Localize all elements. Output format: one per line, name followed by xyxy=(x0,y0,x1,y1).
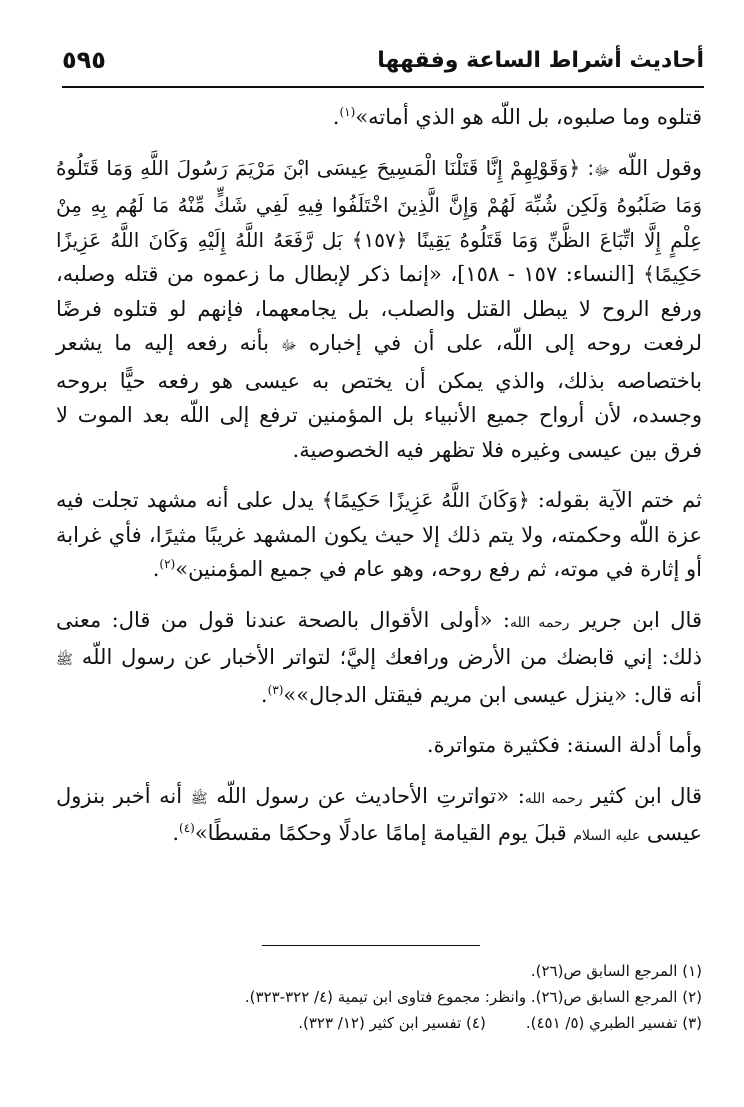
footnotes xyxy=(56,958,702,1036)
honorific-glyph: عليه السلام xyxy=(573,828,641,844)
paragraph-4 xyxy=(56,603,702,713)
paragraph-text: قال ابن كثير xyxy=(591,783,702,808)
paragraph-3 xyxy=(56,483,702,587)
page-header-title: أحاديث أشراط الساعة وفقهها xyxy=(377,48,704,73)
verse-citation: [النساء: ١٥٧ - ١٥٨]، xyxy=(450,262,644,286)
honorific-glyph: ﷻ xyxy=(280,338,297,354)
footnote-ref: (٢) xyxy=(159,557,176,571)
footnote-2: (٢) المرجع السابق ص(٢٦). وانظر: مجموع فتاوى ابن تيمية (٤/ ٣٢٢-٣٢٣). xyxy=(244,988,702,1006)
paragraph-text: . xyxy=(172,821,179,845)
paragraph-text: : «أولى الأقوال بالصحة عندنا قول من قال: معنى ذلك: إني قابضك من الأرض ورافعك إليَّ؛ لتواتر الأخبار عن رسول اللّه xyxy=(56,607,702,669)
footnote-ref: (٤) xyxy=(179,821,195,835)
salawat-glyph: ﷺ xyxy=(190,790,208,807)
paragraph-text: وقول اللّه xyxy=(617,155,702,180)
footnote-divider xyxy=(262,945,480,946)
quran-verse: : ﴿وَقَوْلِهِمْ إِنَّا قَتَلْنَا الْمَسِيحَ عِيسَى ابْنَ مَرْيَمَ رَسُولَ اللَّهِ وَمَا قَتَلُوهُ وَمَا صَلَبُوهُ وَلَكِن شُبِّهَ لَهُمْ وَإِنَّ الَّذِينَ اخْتَلَفُوا فِيهِ لَفِي شَكٍّ مِّنْهُ مَا لَهُم بِهِ مِنْ عِلْمٍ إِلَّا اتِّبَاعَ الظَّنِّ وَمَا قَتَلُوهُ يَقِينًا ﴿١٥٧﴾ بَل رَّفَعَهُ اللَّهُ إِلَيْهِ وَكَانَ اللَّهُ عَزِيزًا حَكِيمًا﴾ xyxy=(56,155,703,286)
paragraph-text: أنه قال: «ينزل عيسى ابن مريم فيقتل الدجال»» xyxy=(283,682,702,707)
paragraph-text: قبلَ يوم القيامة إمامًا عادلًا وحكمًا مقسطًا» xyxy=(194,821,574,845)
paragraph-text: أنه أخبر بنزول عيسى xyxy=(56,783,702,845)
paragraph-6 xyxy=(56,779,702,854)
paragraph-text: قال ابن جرير xyxy=(579,607,702,632)
paragraph-text: . xyxy=(332,105,340,129)
honorific-glyph: رحمه الله xyxy=(524,790,583,807)
footnote-ref: (١) xyxy=(339,105,356,119)
salawat-glyph: ﷺ xyxy=(56,652,73,668)
paragraph-1 xyxy=(56,100,702,135)
footnote-row xyxy=(56,1010,702,1036)
paragraph-text: «إنما ذكر لإبطال ما زعموه من قتله وصلبه، ورفع الروح لا يبطل القتل والصلب، بل يجامعهما، فإنهم لو قتلوه فرضًا لرفعت روحه إلى اللّه، على أن في إخباره xyxy=(56,262,702,355)
footnote-1: (١) المرجع السابق ص(٢٦). xyxy=(530,962,702,980)
running-header xyxy=(62,46,704,78)
footnote-3: (٣) تفسير الطبري (٥/ ٤٥١). xyxy=(525,1014,702,1032)
paragraph-text: . xyxy=(260,682,268,707)
paragraph-text: بأنه رفعه إليه ما يشعر باختصاصه بذلك، والذي يمكن أن يختص به عيسى هو رفعه حيًّا بروحه وجسده، لأن أرواح جميع الأنبياء بل المؤمنين ترفع إلى اللّه بعد الموت لا فرق بين عيسى وغيره فلا تظهر فيه الخصوصية. xyxy=(56,331,702,462)
paragraph-5: وأما أدلة السنة: فكثيرة متواترة. xyxy=(426,733,702,757)
paragraph-text: قتلوه وما صلبوه، بل اللّه هو الذي أماته» xyxy=(355,105,702,129)
quran-verse: ﴿وَكَانَ اللَّهُ عَزِيزًا حَكِيمًا﴾ xyxy=(321,488,530,512)
honorific-glyph: رحمه الله xyxy=(509,614,570,631)
page-number: ٥٩٥ xyxy=(62,46,106,74)
honorific-glyph: ﷻ xyxy=(594,162,610,179)
paragraph-text: يدل على أنه مشهد تجلت فيه عزة اللّه وحكمته، ولا يتم ذلك إلا حيث يكون المشهد غريبًا مثيرًا، فأي غرابة أو إثارة في موته، ثم رفع روحه، وهو عام في جميع المؤمنين» xyxy=(56,488,702,581)
header-divider xyxy=(62,86,704,88)
paragraph-text: ثم ختم الآية بقوله: xyxy=(529,488,702,512)
paragraph-text: . xyxy=(152,557,160,581)
paragraph-2 xyxy=(56,151,702,468)
main-text xyxy=(56,100,702,854)
footnote-4: (٤) تفسير ابن كثير (١٢/ ٣٢٣). xyxy=(298,1014,486,1032)
paragraph-text: : «تواترتِ الأحاديث عن رسول اللّه xyxy=(216,783,525,808)
footnote-ref: (٣) xyxy=(267,682,284,697)
